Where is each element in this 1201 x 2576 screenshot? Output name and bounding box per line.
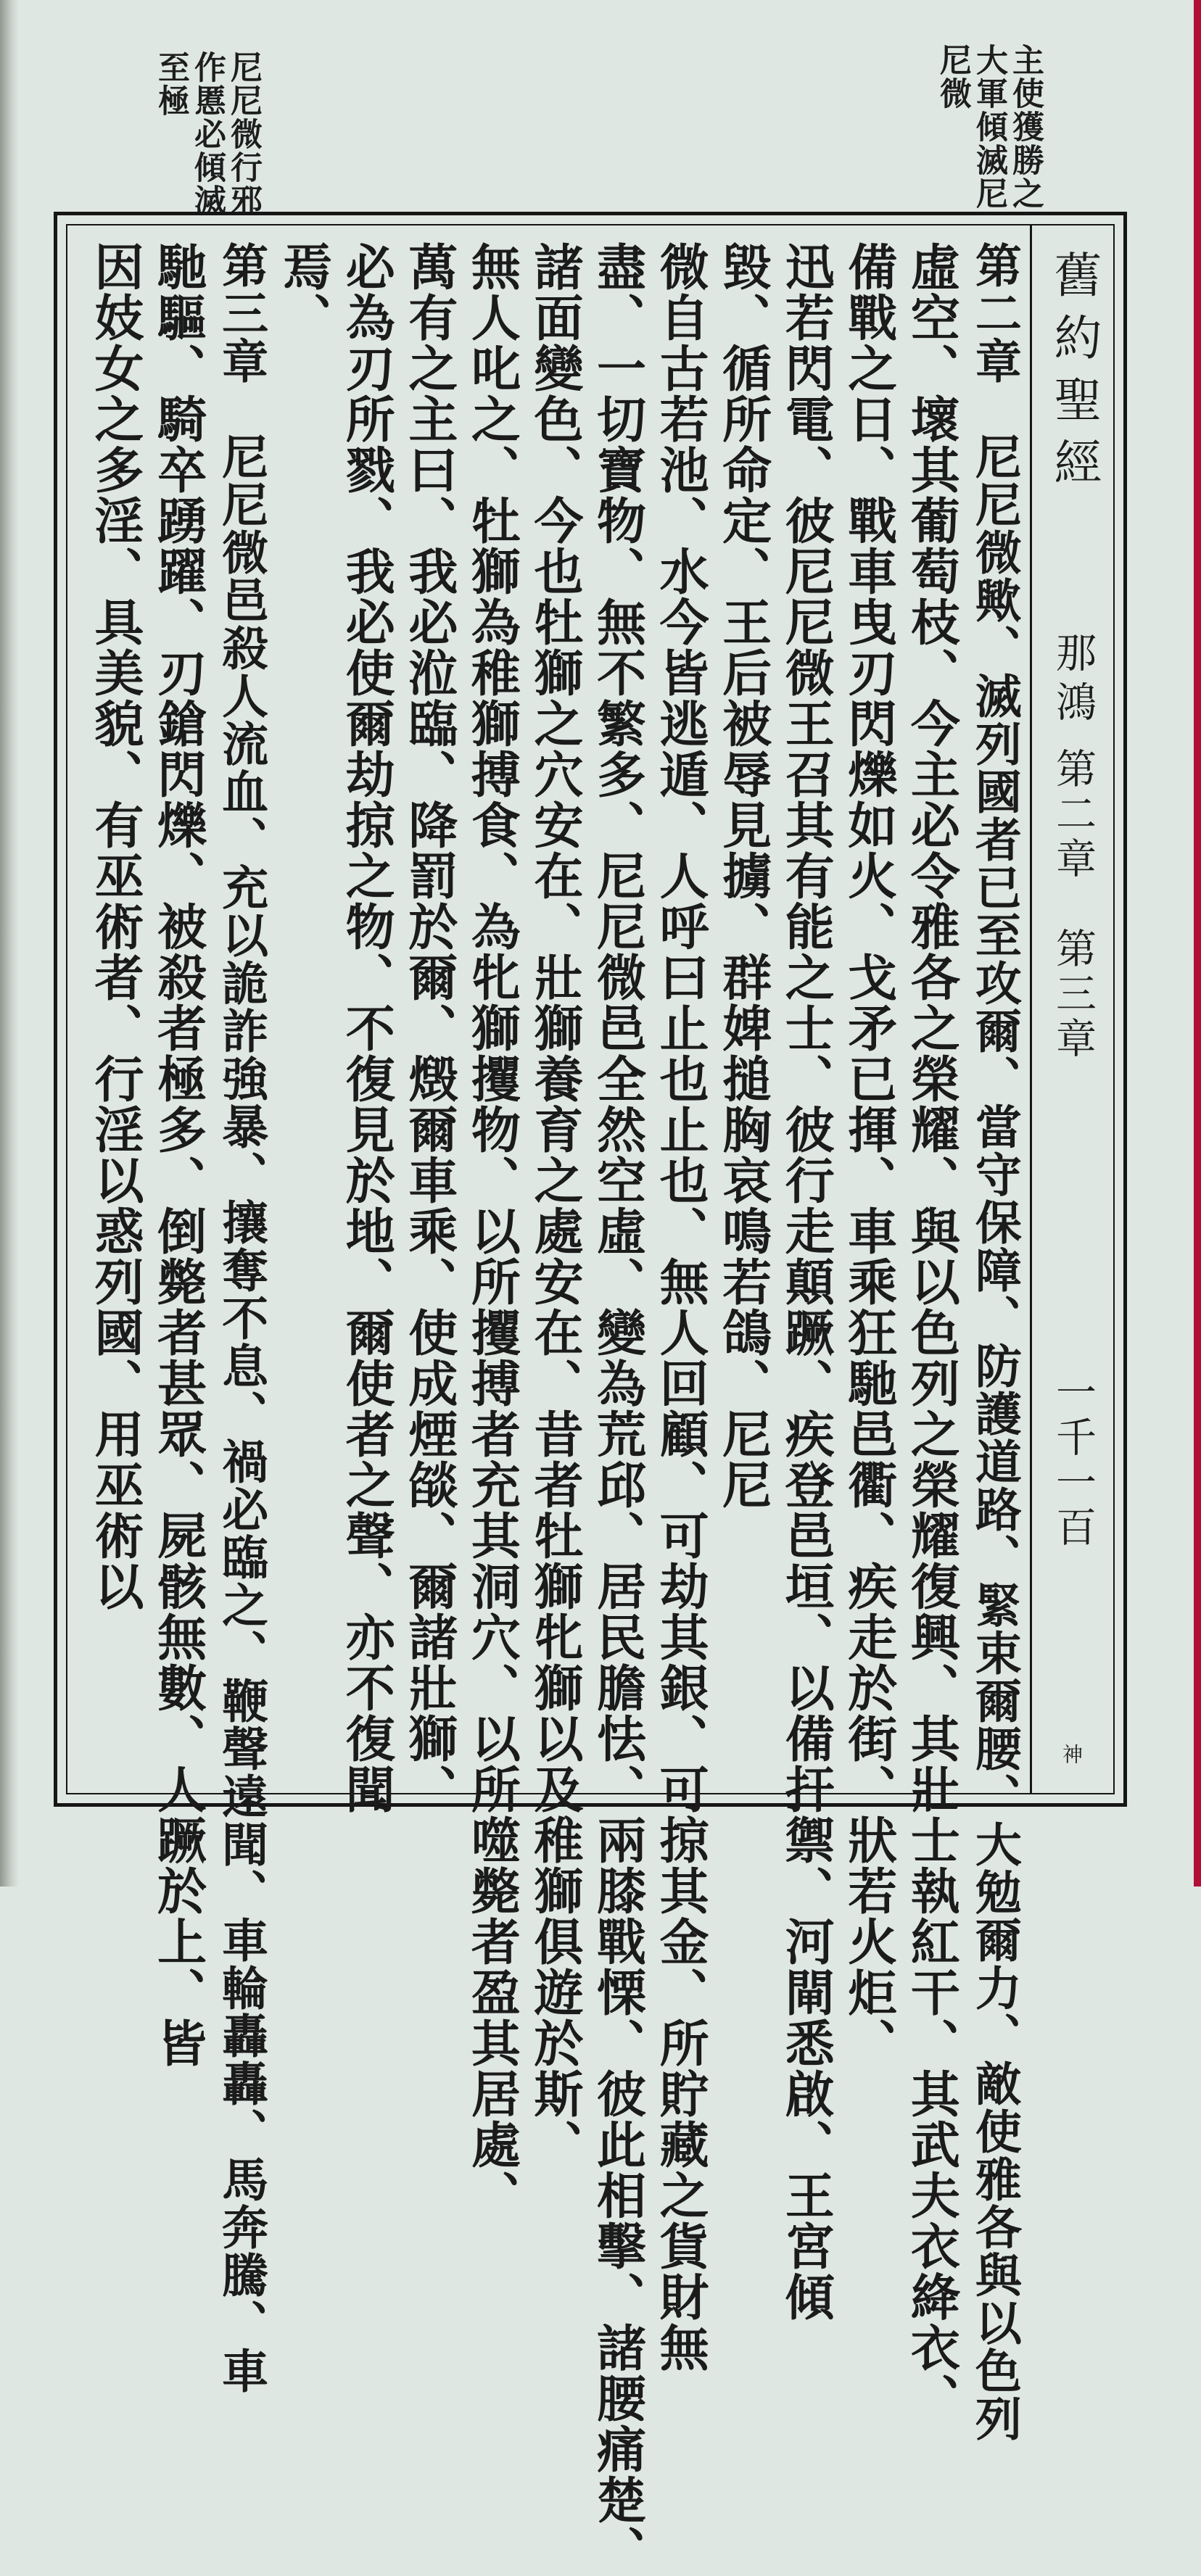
- margin-note-line: 作慝必傾滅: [189, 51, 226, 218]
- text-column: 第三章 尼尼微邑殺人流血、充以詭詐強暴、攘奪不息、禍必臨之、鞭聲遠聞、車輪轟轟、馬奔騰、車: [214, 241, 269, 2395]
- text-column: 第二章 尼尼微歟、滅列國者已至攻爾、當守保障、防護道路、緊束爾腰、大勉爾力、敵使雅各與以色列: [967, 241, 1022, 2443]
- chapter-range: 第二章 第三章: [1049, 747, 1097, 1062]
- page-frame: [54, 212, 1127, 2576]
- text-column: 萬有之主曰、我必涖臨、降罰於爾、燬爾車乘、使成煙燄、爾諸壯獅、: [400, 241, 458, 1815]
- text-column: 必為刃所戮、我必使爾劫掠之物、不復見於地、爾使者之聲、亦不復聞: [337, 241, 396, 1815]
- margin-note-right: [934, 44, 1043, 210]
- text-column: 焉、: [274, 241, 333, 343]
- text-column: 微自古若池、水今皆逃遁、人呼曰止也止也、無人回顧、可劫其銀、可掠其金、所貯藏之貨財無: [651, 241, 710, 2373]
- margin-note-left: [152, 51, 261, 218]
- book-title: 舊約聖經: [1046, 250, 1102, 500]
- book-binding: [0, 0, 19, 1887]
- text-column: 無人叱之、牡獅為稚獅搏食、為牝獅攫物、以所攫搏者充其洞穴、以所噬斃者盈其居處、: [463, 241, 521, 2221]
- text-column: 諸面變色、今也牡獅之穴安在、壯獅養育之處安在、昔者牡獅牝獅以及稚獅俱遊於斯、: [525, 241, 584, 2170]
- margin-note-line: 主使獲勝之: [1007, 44, 1044, 210]
- book-name: 那鴻: [1049, 631, 1097, 730]
- text-column: 備戰之日、戰車曳刃閃爍如火、戈矛已揮、車乘狂馳邑衢、疾走於街、狀若火炬、: [839, 241, 898, 2068]
- text-columns: [85, 241, 1025, 2576]
- text-column: 因妓女之多淫、具美貌、有巫術者、行淫以惑列國、用巫術以: [86, 241, 144, 1612]
- text-column: 虛空、壞其葡萄枝、今主必令雅各之榮耀、與以色列之榮耀復興、其壯士執紅干、其武夫衣絳衣、: [902, 241, 961, 2424]
- page-edge: [1194, 0, 1201, 1887]
- margin-note-line: 大軍傾滅尼: [970, 44, 1007, 210]
- margin-note-line: 至極: [152, 51, 189, 117]
- text-column: 盡、一切寶物、無不繁多、尼尼微邑全然空虛、變為荒邱、居民膽怯、兩膝戰慄、彼此相擊、諸腰痛楚、: [588, 241, 647, 2576]
- margin-note-line: 尼微: [934, 44, 971, 110]
- page-number: 一千一百: [1049, 1371, 1097, 1551]
- margin-note-line: 尼尼微行邪: [225, 51, 262, 218]
- text-column: 馳驅、騎卒踴躍、刃鎗閃爍、被殺者極多、倒斃者甚眾、屍骸無數、人蹶於上、皆: [149, 241, 207, 2068]
- page-frame-inner: [66, 224, 1115, 2576]
- text-column: 毀、循所命定、王后被辱見擄、群婢搥胸哀鳴若鴿、尼尼: [714, 241, 772, 1510]
- corner-mark: 神: [1060, 1744, 1084, 1764]
- running-header: [1030, 225, 1113, 1793]
- text-column: 迅若閃電、彼尼尼微王召其有能之士、彼行走顛蹶、疾登邑垣、以備扞禦、河閘悉啟、王宮傾: [777, 241, 835, 2322]
